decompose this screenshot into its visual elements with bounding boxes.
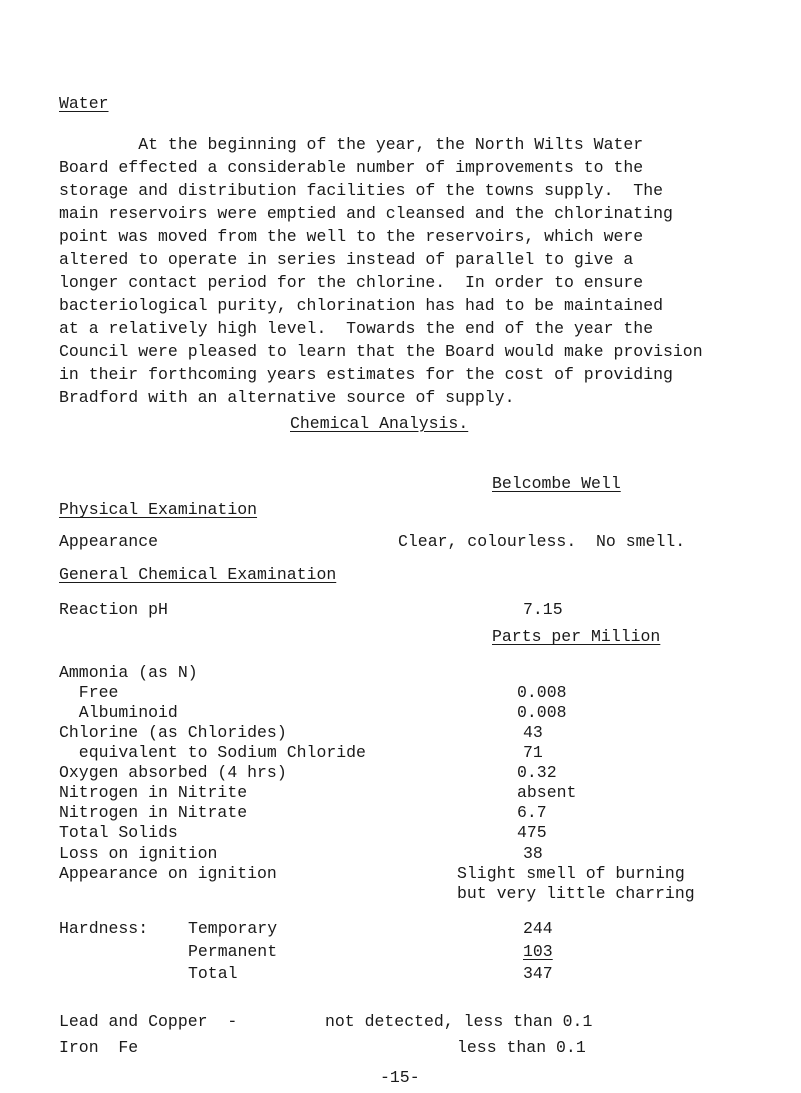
page-number: -15-	[380, 1068, 420, 1087]
section-title: Water	[59, 93, 109, 113]
row-value: 71	[523, 743, 543, 763]
ph-value: 7.15	[523, 600, 563, 620]
row-value: 6.7	[517, 803, 547, 823]
paragraph-line: At the beginning of the year, the North Wilts Water	[59, 135, 644, 155]
physical-heading: Physical Examination	[59, 500, 258, 519]
analysis-heading: Chemical Analysis.	[290, 413, 469, 433]
appearance-label: Appearance	[59, 531, 159, 551]
hardness-label: Hardness:	[59, 919, 149, 939]
hardness-temporary-label: Temporary	[188, 919, 278, 939]
units-heading: Parts per Million	[492, 627, 661, 647]
row-label: Nitrogen in Nitrate	[59, 803, 248, 823]
row-label: equivalent to Sodium Chloride	[59, 743, 366, 763]
row-value: 38	[523, 843, 543, 863]
paragraph-line: storage and distribution facilities of the towns supply. The	[59, 181, 663, 201]
paragraph-line: main reservoirs were emptied and cleansed and the chlorinating	[59, 204, 673, 224]
hardness-permanent-value: 103	[523, 941, 553, 961]
hardness-total-value: 347	[523, 964, 553, 984]
row-label: Loss on ignition	[59, 843, 218, 863]
paragraph-line: altered to operate in series instead of parallel to give a	[59, 250, 634, 270]
row-label: Chlorine (as Chlorides)	[59, 723, 287, 743]
paragraph-line: at a relatively high level. Towards the end of the year the	[59, 319, 654, 339]
row-label: Nitrogen in Nitrite	[59, 783, 248, 803]
hardness-temporary-value: 244	[523, 919, 553, 939]
row-label: Oxygen absorbed (4 hrs)	[59, 763, 287, 783]
row-label: Albuminoid	[59, 702, 178, 722]
paragraph-line: point was moved from the well to the reservoirs, which were	[59, 227, 644, 247]
row-label: Appearance on ignition	[59, 863, 277, 883]
iron-label: Iron Fe	[59, 1038, 139, 1057]
general-heading: General Chemical Examination	[59, 565, 337, 585]
row-label: Ammonia (as N)	[59, 662, 198, 682]
lead-copper-value: not detected, less than 0.1	[325, 1012, 593, 1031]
row-value: 0.32	[517, 763, 557, 783]
ph-label: Reaction pH	[59, 600, 168, 620]
hardness-total-label: Total	[188, 964, 238, 984]
lead-copper-label: Lead and Copper -	[59, 1012, 238, 1031]
hardness-permanent-label: Permanent	[188, 941, 278, 961]
intro-paragraph	[59, 133, 779, 409]
row-value: 475	[517, 823, 547, 843]
row-value: absent	[517, 783, 577, 803]
appearance-value: Clear, colourless. No smell.	[398, 531, 686, 551]
paragraph-line: in their forthcoming years estimates for the cost of providing	[59, 365, 673, 385]
iron-value: less than 0.1	[457, 1038, 586, 1057]
paragraph-line: longer contact period for the chlorine. In order to ensure	[59, 273, 644, 293]
row-value: 0.008	[517, 702, 567, 722]
row-label: Free	[59, 682, 119, 702]
paragraph-line: bacteriological purity, chlorination has had to be maintained	[59, 296, 663, 316]
paragraph-line: Board effected a considerable number of improvements to the	[59, 158, 644, 178]
row-value: 43	[523, 723, 543, 743]
row-value: Slight smell of burning	[457, 863, 685, 883]
well-heading: Belcombe Well	[492, 473, 621, 493]
paragraph-line: Council were pleased to learn that the Board would make provision	[59, 342, 703, 362]
row-value: but very little charring	[457, 883, 695, 903]
row-value: 0.008	[517, 682, 567, 702]
row-label: Total Solids	[59, 823, 178, 843]
paragraph-line: Bradford with an alternative source of supply.	[59, 388, 515, 408]
